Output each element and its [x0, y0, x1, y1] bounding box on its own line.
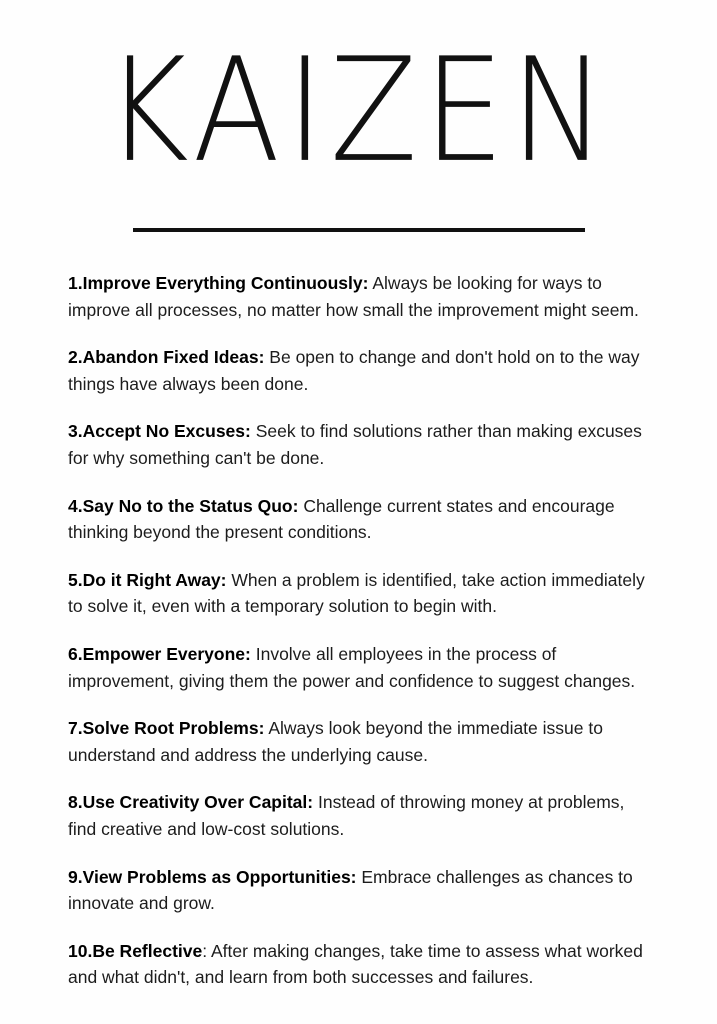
list-item	[68, 567, 649, 620]
principle-heading: 8.Use Creativity Over Capital:	[68, 792, 314, 813]
list-item	[68, 715, 649, 768]
principle-body: : After making changes, take time to assess what worked and what didn't, and learn from both successes and failures.	[68, 940, 643, 988]
principles-list	[68, 270, 649, 991]
principle-body: Challenge current states and encourage thinking beyond the present conditions.	[68, 495, 615, 543]
list-item	[68, 641, 649, 694]
principle-body: Always look beyond the immediate issue to understand and address the underlying cause.	[68, 718, 603, 765]
principle-heading: 4.Say No to the Status Quo:	[68, 495, 299, 516]
list-item	[68, 789, 649, 842]
list-item	[68, 493, 649, 546]
principle-body: When a problem is identified, take action immediately to solve it, even with a temporary solution to begin with.	[68, 569, 645, 617]
list-item	[68, 938, 649, 991]
list-item	[68, 344, 649, 397]
principle-heading: 7.Solve Root Problems:	[68, 718, 265, 739]
principle-heading: 9.View Problems as Opportunities:	[68, 866, 357, 887]
list-item	[68, 418, 649, 471]
principle-heading: 10.Be Reflective	[68, 940, 203, 961]
list-item	[68, 270, 649, 323]
principle-heading: 6.Empower Everyone:	[68, 643, 251, 664]
principle-heading: 2.Abandon Fixed Ideas:	[68, 347, 265, 368]
principle-heading: 1.Improve Everything Continuously:	[68, 273, 369, 293]
principle-body: Instead of throwing money at problems, find creative and low-cost solutions.	[68, 792, 625, 839]
list-item	[68, 864, 649, 917]
principle-body: Be open to change and don't hold on to the way things have always been done.	[68, 347, 640, 394]
title-divider	[133, 228, 585, 232]
principle-body: Embrace challenges as chances to innovate and grow.	[68, 866, 633, 914]
principle-body: Seek to find solutions rather than making excuses for why something can't be done.	[68, 421, 642, 468]
principle-heading: 5.Do it Right Away:	[68, 569, 227, 590]
principle-body: Always be looking for ways to improve all processes, no matter how small the improvement might seem.	[68, 273, 639, 320]
principle-body: Involve all employees in the process of improvement, giving them the power and confidence to suggest changes.	[68, 643, 636, 691]
title-block	[0, 0, 717, 232]
principle-heading: 3.Accept No Excuses:	[68, 421, 251, 442]
page-title: KAIZEN	[104, 27, 613, 195]
